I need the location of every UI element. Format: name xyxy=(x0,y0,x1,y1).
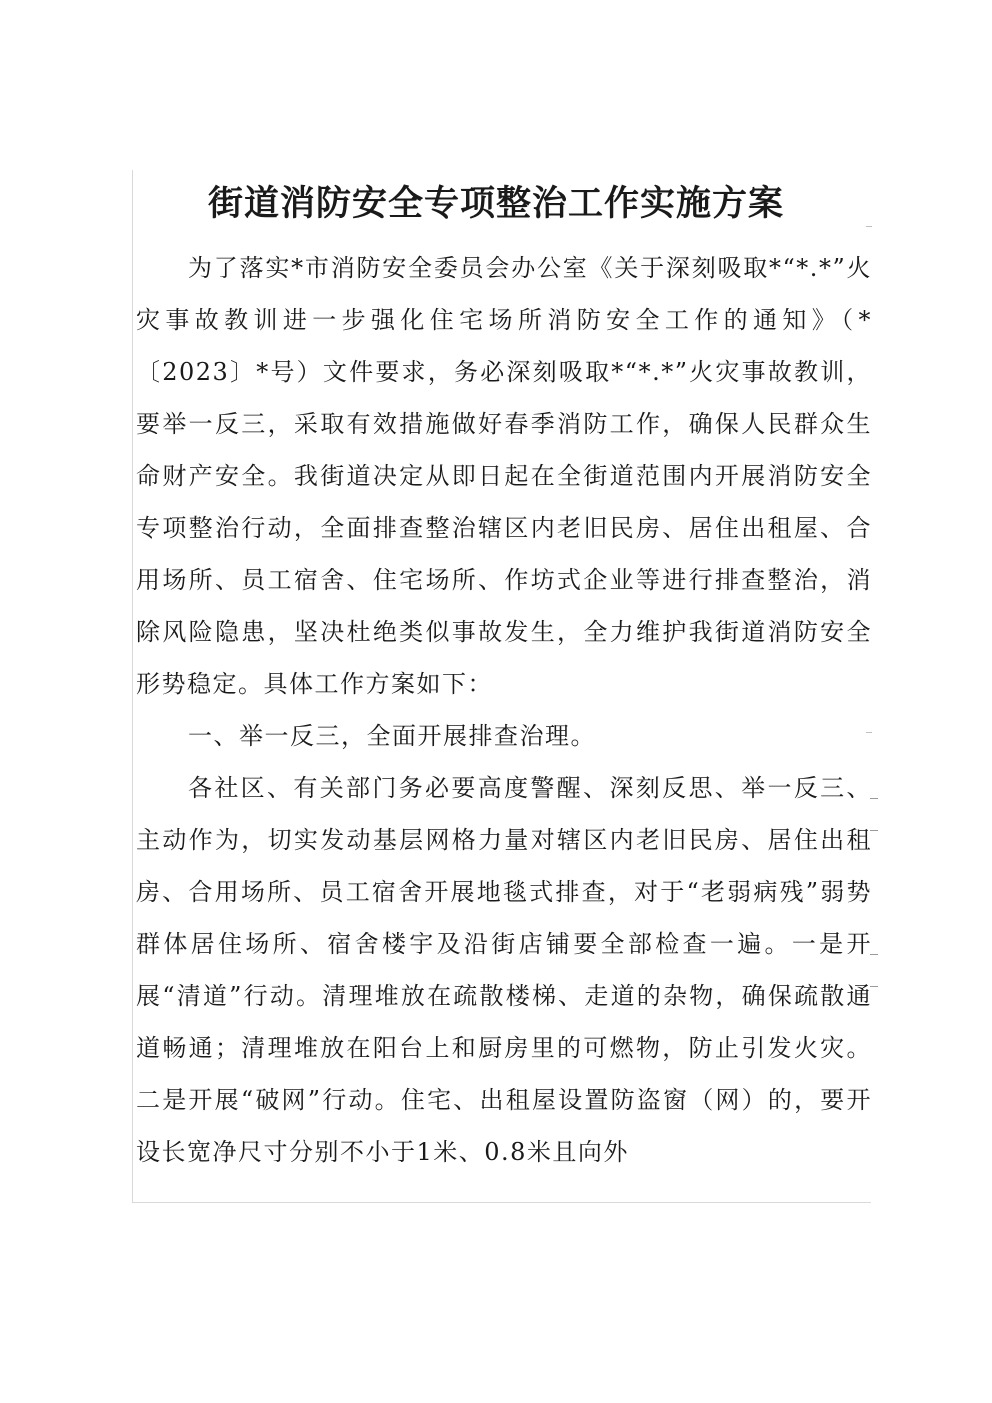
paragraph-intro: 为了落实*市消防安全委员会办公室《关于深刻吸取*“*.*”火灾事故教训进一步强化住宅场所消防安全工作的通知》（*〔2023〕*号）文件要求，务必深刻吸取*“*.*”火灾事故教训，要举一反三，采取有效措施做好春季消防工作，确保人民群众生命财产安全。我街道决定从即日起在全街道范围内开展消防安全专项整治行动，全面排查整治辖区内老旧民房、居住出租屋、合用场所、员工宿舍、住宅场所、作坊式企业等进行排查整治，消除风险隐患，坚决杜绝类似事故发生，全力维护我街道消防安全形势稳定。具体工作方案如下： xyxy=(136,254,872,698)
paragraph-section-1: 各社区、有关部门务必要高度警醒、深刻反思、举一反三、主动作为，切实发动基层网格力量对辖区内老旧民房、居住出租房、合用场所、员工宿舍开展地毯式排查，对于“老弱病残”弱势群体居住场所、宿舍楼宇及沿街店铺要全部检查一遍。一是开展“清道”行动。清理堆放在疏散楼梯、走道的杂物，确保疏散通道畅通；清理堆放在阳台上和厨房里的可燃物，防止引发火灾。二是开展“破网”行动。住宅、出租屋设置防盗窗（网）的，要开设长宽净尺寸分别不小于1米、0.8米且向外 xyxy=(136,774,872,1166)
document-body xyxy=(136,242,872,1178)
section-heading-1: 一、举一反三，全面开展排查治理。 xyxy=(188,722,596,750)
document-title: 街道消防安全专项整治工作实施方案 xyxy=(207,183,784,224)
